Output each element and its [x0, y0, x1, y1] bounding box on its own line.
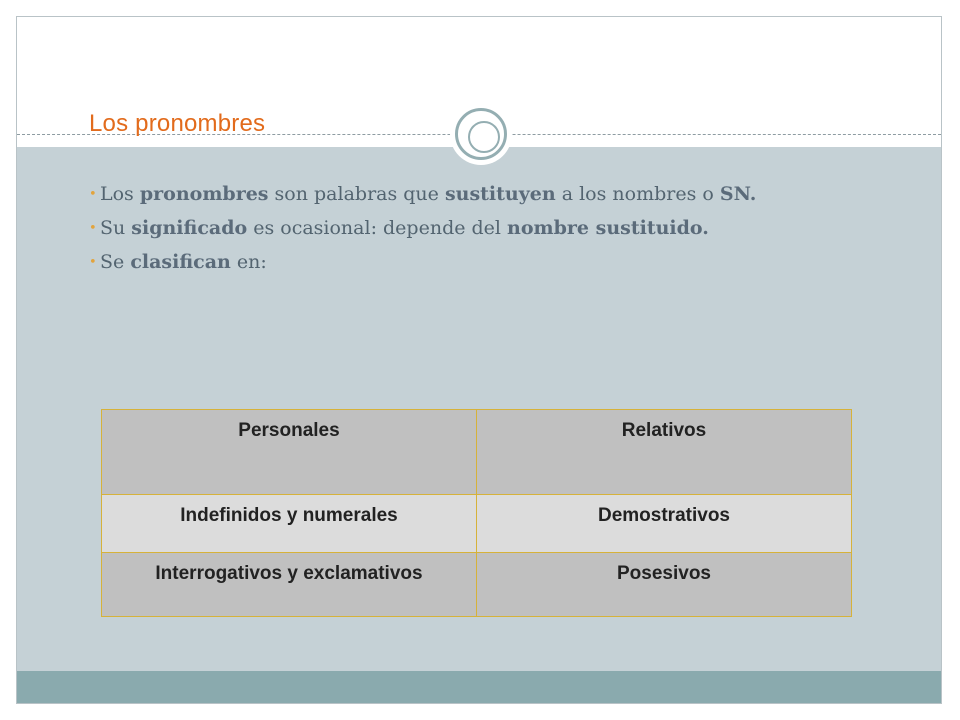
circle-inner	[468, 121, 500, 153]
bullet-text: Su	[100, 217, 132, 239]
bullet-dot-icon: •	[89, 255, 97, 270]
bullet-text: es ocasional: depende del	[247, 217, 508, 239]
bullet-dot-icon: •	[89, 187, 97, 202]
slide	[16, 16, 942, 704]
circle-ring	[455, 108, 507, 160]
bullet-text-bold: nombre sustituido.	[507, 217, 709, 239]
table-cell: Posesivos	[477, 553, 852, 617]
table-row	[102, 553, 852, 617]
bullet-text: a los nombres o	[555, 183, 720, 205]
bullet-text-bold: sustituyen	[444, 183, 556, 205]
bullet-text: Se	[100, 251, 131, 273]
bullet-text: en:	[230, 251, 267, 273]
bullet-list	[89, 177, 756, 279]
bullet-item	[89, 177, 756, 211]
bottom-band	[17, 671, 941, 703]
table-cell: Interrogativos y exclamativos	[102, 553, 477, 617]
bullet-text: Los	[100, 183, 140, 205]
table-cell: Personales	[102, 410, 477, 495]
table-row	[102, 410, 852, 495]
pronoun-classification-table	[101, 409, 852, 617]
table-cell: Indefinidos y numerales	[102, 495, 477, 553]
table-cell: Demostrativos	[477, 495, 852, 553]
bullet-text-bold: clasifican	[130, 251, 231, 273]
bullet-dot-icon: •	[89, 221, 97, 236]
table-cell: Relativos	[477, 410, 852, 495]
bullet-text-bold: pronombres	[139, 183, 269, 205]
bullet-text-bold: SN.	[719, 183, 757, 205]
table-row	[102, 495, 852, 553]
bullet-item	[89, 211, 756, 245]
bullet-text-bold: significado	[131, 217, 248, 239]
slide-title: Los pronombres	[89, 110, 266, 137]
bullet-item	[89, 245, 756, 279]
concentric-circle-icon	[450, 103, 512, 165]
bullet-text: son palabras que	[268, 183, 445, 205]
